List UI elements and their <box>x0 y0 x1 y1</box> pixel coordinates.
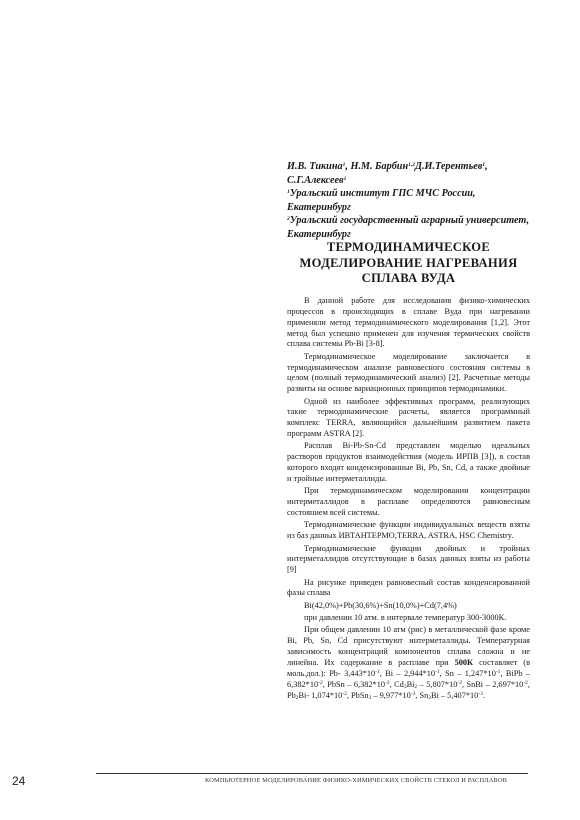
text-run: , SnBi – 2,697*10 <box>461 679 524 689</box>
text-run: . <box>482 690 485 700</box>
authors-block <box>287 160 530 242</box>
title-line-1: ТЕРМОДИНАМИЧЕСКОЕ <box>326 240 491 254</box>
text-run: , Pb <box>287 679 530 700</box>
subscript: 2 <box>295 694 299 701</box>
title-line-3: СПЛАВА ВУДА <box>361 271 456 285</box>
text-run: – 5,807*10 <box>417 679 458 689</box>
exponent: -1 <box>495 668 501 675</box>
title-line-2: МОДЕЛИРОВАНИЕ НАГРЕВАНИЯ <box>299 255 518 270</box>
paragraph: При термодинамическом моделировании концентрации интерметаллидов в расплаве определяются равновесным состоянием всей системы. <box>287 486 530 518</box>
temperature-bold: 500К <box>454 658 474 667</box>
subscript: 3 <box>403 683 407 690</box>
affil-mark: 1 <box>342 162 346 168</box>
affil-mark: 1 <box>287 189 290 196</box>
paragraph: Одной из наиболее эффективных программ, реализующих такие термодинамические расчеты, является программный комплекс TERRA, являющийся дальнейшим развитием пакета программ ASTRA [2]. <box>287 396 530 439</box>
text-run: , Sn – 1,247*10 <box>439 668 496 678</box>
running-title: КОМПЬЮТЕРНОЕ МОДЕЛИРОВАНИЕ ФИЗИКО-ХИМИЧЕСКИХ СВОЙСТВ СТЕКОЛ И РАСПЛАВОВ <box>205 777 508 784</box>
affiliation-2-city: Екатеринбург <box>287 228 351 240</box>
exponent: -2 <box>342 690 347 697</box>
affiliation-1 <box>287 187 530 201</box>
exponent: -3 <box>410 690 416 697</box>
paragraph: Расплав Bi-Pb-Sn-Cd представлен моделью идеальных растворов продуктов взаимодействия (модель ИРПВ [3]), в состав которого входят конденсированные Bi, Pb, Sn, Cd, а также двойные и тройные интерметаллиды. <box>287 441 530 483</box>
article-title <box>287 240 530 287</box>
author-terentiev: Д.И.Терентьев <box>415 161 483 172</box>
text-run: , Sn <box>415 690 429 700</box>
subscript: 2 <box>414 683 418 690</box>
author-alekseev: С.Г.Алексеев <box>287 174 344 186</box>
paragraph: Термодинамические функции двойных и тройных интерметаллидов отсутствующие в базах данных взяты из работы [9] <box>287 543 530 575</box>
exponent: -3 <box>478 690 483 697</box>
exponent: -2 <box>318 679 323 686</box>
paragraph: при давлении 10 атм. в интервале температур 300-3000К. <box>304 613 507 623</box>
affiliation-1-city: Екатеринбург <box>287 201 351 213</box>
exponent: -2 <box>523 679 528 686</box>
author-barbin: , Н.М. Барбин <box>345 161 409 172</box>
text-run: – 9,977*10 <box>371 690 411 700</box>
affiliation-2-name: Уральский государственный аграрный университет, <box>289 215 530 227</box>
exponent: -1 <box>435 668 440 675</box>
subscript: 2 <box>428 694 432 701</box>
text-run: Bi – 5,407*10 <box>431 690 479 700</box>
affil-mark: 2 <box>287 216 290 223</box>
paragraph: В данной работе для исследования физико-химических процессов в происходящих в сплаве Вуда при нагревании применяли метод термодинамического моделирования [1,2]. Этот метод был успешно применен для изучения термических свойств сплава системы Pb-Bi [3-8]. <box>287 296 530 349</box>
exponent: -2 <box>385 679 390 686</box>
article-body <box>287 296 530 703</box>
affil-mark: 1 <box>343 175 347 182</box>
text-run: , Cd <box>389 679 404 689</box>
affiliation-1-name: Уральский институт ГПС МЧС России, <box>289 188 476 200</box>
paragraph-composition <box>287 625 530 701</box>
text-run: составляет (в моль.дол.): Pb- 3,443*10 <box>287 658 530 678</box>
exponent: -1 <box>375 668 380 675</box>
author-tikina: И.В. Тикина <box>287 161 343 172</box>
text-run: Bi <box>406 679 415 689</box>
author-separator: , <box>485 161 488 172</box>
subscript: 3 <box>368 694 372 701</box>
affiliation-2 <box>287 214 530 228</box>
text-run: , BiPb – 6,382*10 <box>287 668 530 689</box>
text-run: Bi- 1,074*10 <box>298 690 343 700</box>
author-line-1 <box>287 160 530 174</box>
paragraph: На рисунке приведен равновесный состав конденсированной фазы сплава <box>287 577 530 598</box>
affil-mark: 1 <box>482 162 486 168</box>
text-run: , Bi – 2,944*10 <box>379 668 436 678</box>
paragraph: Термодинамические функции индивидуальных веществ взяты из баз данных ИВТАНТЕРМО,TERRA, ASTRA, HSC Chemistry. <box>287 520 530 541</box>
page-number: 24 <box>12 774 26 788</box>
text-run: , PbSn – 6,382*10 <box>322 679 385 689</box>
paragraph: Термодинамическое моделирование заключается в термодинамическом анализе равновесного состояния системы в целом (полный термодинамический анализ) [2]. Расчетные методы развиты на основе вариационных принципов термодинамики. <box>287 351 530 394</box>
text-run: При общем давлении 10 атм (рис) в металлической фазе кроме Bi, Pb, Sn, Cd присутствуют интерметаллиды. Температурная зависимость концентраций компонентов сплава сложна и не линейна. Их содержание в расплаве при <box>287 625 530 667</box>
text-run: , PbSn <box>346 690 369 700</box>
exponent: -2 <box>457 679 462 686</box>
alloy-formula: Bi(42,0%)+Pb(30,6%)+Sn(10,0%)+Cd(7,4%) <box>304 600 457 610</box>
footer-divider <box>96 773 528 774</box>
affil-mark: 1,2 <box>408 162 416 168</box>
author-line-2 <box>287 174 530 188</box>
